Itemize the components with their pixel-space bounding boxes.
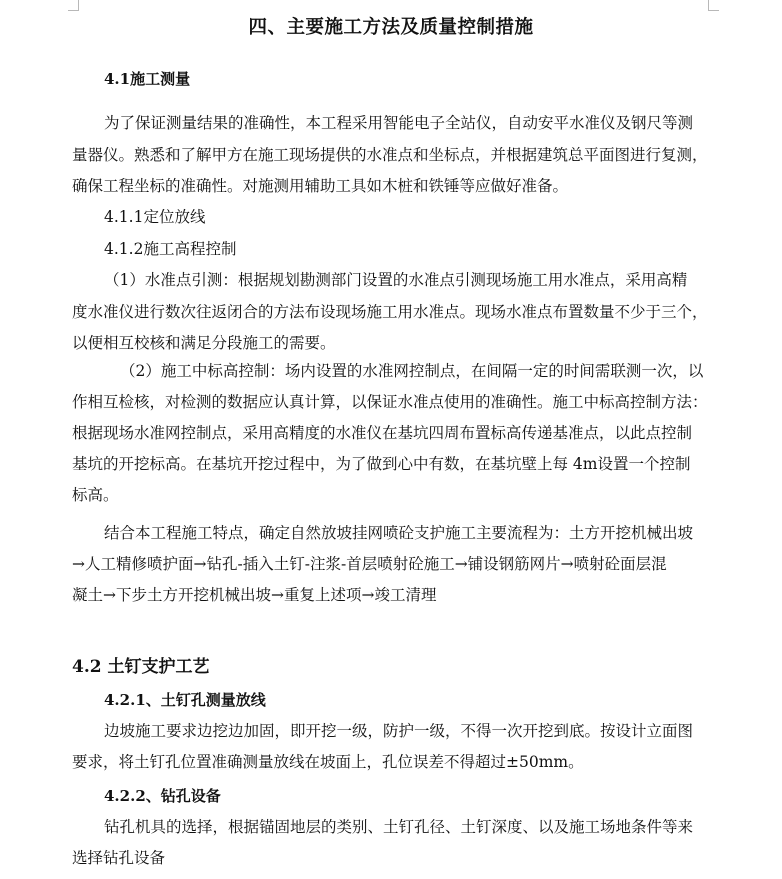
document-title: 四、主要施工方法及质量控制措施 (248, 17, 534, 38)
paragraph-line: 钻孔机具的选择，根据锚固地层的类别、土钉孔径、土钉深度、以及施工场地条件等来 (104, 818, 694, 836)
paragraph-line: 基坑的开挖标高。在基坑开挖过程中，为了做到心中有数，在基坑壁上每 4m设置一个控制 (72, 455, 691, 473)
paragraph-line: （1）水准点引测：根据规划勘测部门设置的水准点引测现场施工用水准点，采用高精 (104, 271, 688, 289)
subsection-heading-4-1-2: 4.1.2施工高程控制 (104, 240, 237, 258)
paragraph-line: 要求，将土钉孔位置准确测量放线在坡面上，孔位误差不得超过±50mm。 (72, 753, 584, 771)
subsection-heading-4-2-1: 4.2.1、土钉孔测量放线 (104, 691, 266, 709)
paragraph-line: 为了保证测量结果的准确性，本工程采用智能电子全站仪，自动安平水准仪及钢尺等测 (104, 114, 694, 132)
paragraph-line: 以便相互校核和满足分段施工的需要。 (72, 334, 336, 352)
paragraph-line: 作相互检核，对检测的数据应认真计算，以保证水准点使用的准确性。施工中标高控制方法： (72, 393, 708, 411)
paragraph-line: 根据现场水准网控制点，采用高精度的水准仪在基坑四周布置标高传递基准点，以此点控制 (72, 424, 693, 442)
paragraph-line: →人工精修喷护面→钻孔-插入土钉-注浆-首层喷射砼施工→铺设钢筋网片→喷射砼面层混 (72, 555, 667, 573)
paragraph-line: 选择钻孔设备 (72, 849, 166, 867)
paragraph-line: 量器仪。熟悉和了解甲方在施工现场提供的水准点和坐标点，并根据建筑总平面图进行复测， (72, 146, 708, 164)
paragraph-line: 确保工程坐标的准确性。对施测用辅助工具如木桩和铁锤等应做好准备。 (72, 177, 569, 195)
paragraph-line: 结合本工程施工特点，确定自然放坡挂网喷砼支护施工主要流程为：土方开挖机械出坡 (104, 524, 694, 542)
section-heading-4-2: 4.2 土钉支护工艺 (72, 657, 210, 677)
paragraph-line: 凝土→下步土方开挖机械出坡→重复上述项→竣工清理 (72, 586, 437, 604)
paragraph-line: 标高。 (72, 486, 119, 504)
paragraph-line: 边坡施工要求边挖边加固，即开挖一级，防护一级，不得一次开挖到底。按设计立面图 (104, 722, 694, 740)
paragraph-line: 度水准仪进行数次往返闭合的方法布设现场施工用水准点。现场水准点布置数量不少于三个， (72, 303, 708, 321)
subsection-heading-4-2-2: 4.2.2、钻孔设备 (104, 787, 221, 805)
subsection-heading-4-1-1: 4.1.1定位放线 (104, 208, 206, 226)
crop-mark-top-left (68, 0, 79, 11)
crop-mark-top-right (708, 0, 719, 11)
paragraph-line: （2）施工中标高控制：场内设置的水准网控制点，在间隔一定的时间需联测一次，以 (120, 362, 704, 380)
section-heading-4-1: 4.1施工测量 (104, 70, 191, 88)
